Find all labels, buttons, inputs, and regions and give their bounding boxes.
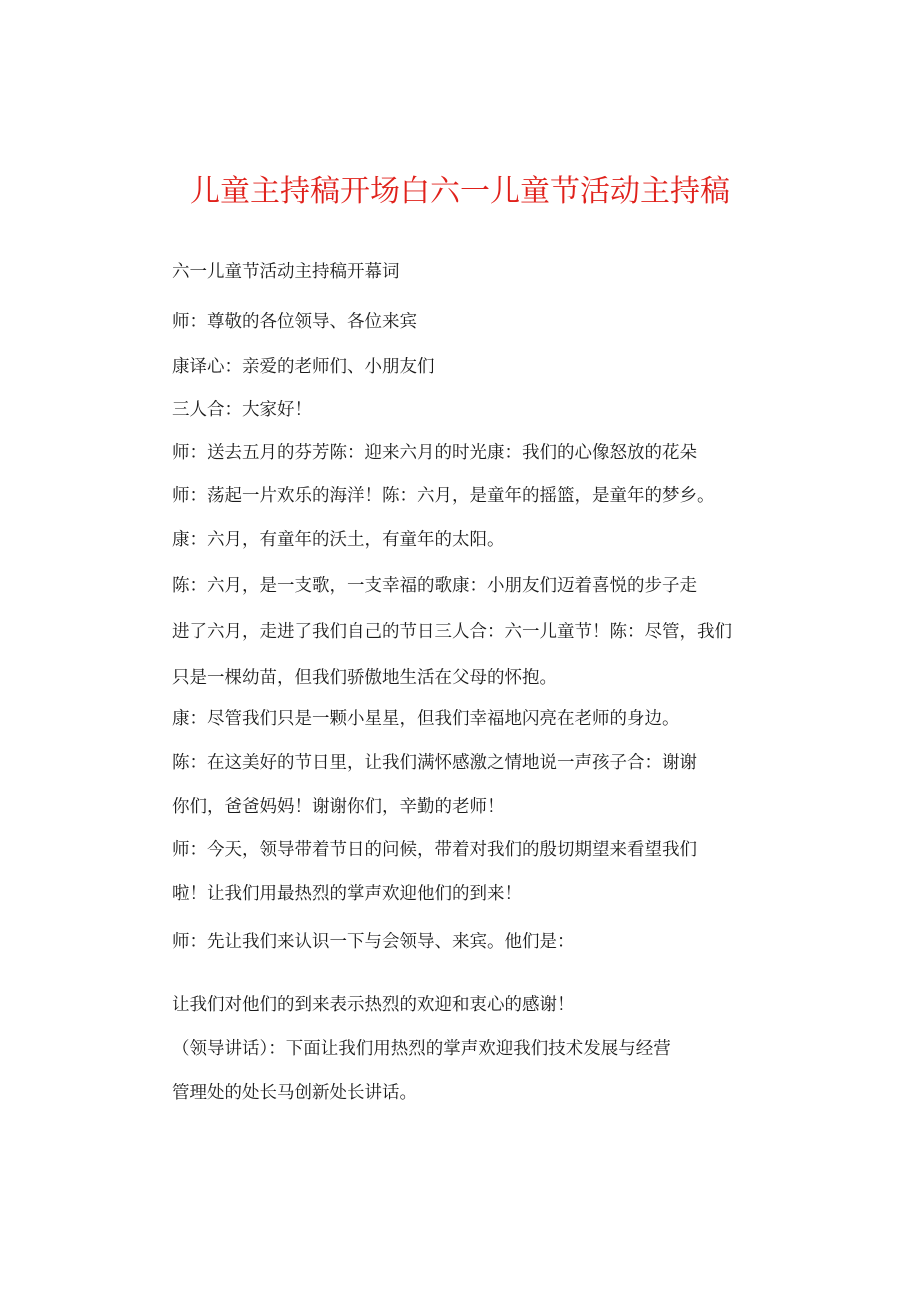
text-line: 进了六月，走进了我们自己的节日三人合：六一儿童节！陈：尽管，我们 bbox=[172, 622, 732, 642]
text-line: 三人合：大家好！ bbox=[172, 400, 312, 420]
text-line: 康：六月，有童年的沃土，有童年的太阳。 bbox=[172, 530, 505, 550]
text-line: 师：送去五月的芬芳陈：迎来六月的时光康：我们的心像怒放的花朵 bbox=[172, 443, 697, 463]
text-line: 师：荡起一片欢乐的海洋！陈：六月，是童年的摇篮，是童年的梦乡。 bbox=[172, 486, 715, 506]
text-line: 六一儿童节活动主持稿开幕词 bbox=[172, 262, 400, 282]
text-line: 康：尽管我们只是一颗小星星，但我们幸福地闪亮在老师的身边。 bbox=[172, 709, 680, 729]
text-line: 师：今天，领导带着节日的问候，带着对我们的殷切期望来看望我们 bbox=[172, 840, 697, 860]
text-line: 陈：在这美好的节日里，让我们满怀感激之情地说一声孩子合：谢谢 bbox=[172, 753, 697, 773]
text-line: 你们，爸爸妈妈！谢谢你们，辛勤的老师！ bbox=[172, 797, 505, 817]
paragraph-may-june bbox=[172, 431, 792, 475]
text-line: 只是一棵幼苗，但我们骄傲地生活在父母的怀抱。 bbox=[172, 668, 557, 688]
text-line: 让我们对他们的到来表示热烈的欢迎和衷心的感谢！ bbox=[172, 995, 575, 1015]
text-line: 啦！让我们用最热烈的掌声欢迎他们的到来！ bbox=[172, 884, 522, 904]
text-line: 管理处的处长马创新处长讲话。 bbox=[172, 1083, 417, 1103]
paragraph-introduce-guests bbox=[172, 920, 792, 964]
paragraph-june-soil bbox=[172, 518, 792, 562]
paragraph-express-welcome bbox=[172, 983, 792, 1027]
paragraph-three-together bbox=[172, 388, 792, 432]
paragraph-kang-greeting bbox=[172, 345, 792, 389]
paragraph-ocean-of-joy bbox=[172, 474, 792, 518]
text-line: 师：尊敬的各位领导、各位来宾 bbox=[172, 312, 417, 332]
paragraph-leader-speech bbox=[172, 1027, 792, 1115]
paragraph-thanks-parents bbox=[172, 741, 792, 829]
paragraph-little-star bbox=[172, 697, 792, 741]
paragraph-teacher-greeting bbox=[172, 300, 792, 344]
text-line: 陈：六月，是一支歌，一支幸福的歌康：小朋友们迈着喜悦的步子走 bbox=[172, 576, 697, 596]
text-line: 师：先让我们来认识一下与会领导、来宾。他们是： bbox=[172, 932, 575, 952]
paragraph-june-song bbox=[172, 563, 792, 701]
paragraph-opening-heading bbox=[172, 250, 792, 294]
text-line: 康译心：亲爱的老师们、小朋友们 bbox=[172, 357, 435, 377]
paragraph-leaders-visit bbox=[172, 828, 792, 916]
document-title: 儿童主持稿开场白六一儿童节活动主持稿 bbox=[190, 174, 730, 209]
text-line: （领导讲话）：下面让我们用热烈的掌声欢迎我们技术发展与经营 bbox=[172, 1039, 671, 1059]
